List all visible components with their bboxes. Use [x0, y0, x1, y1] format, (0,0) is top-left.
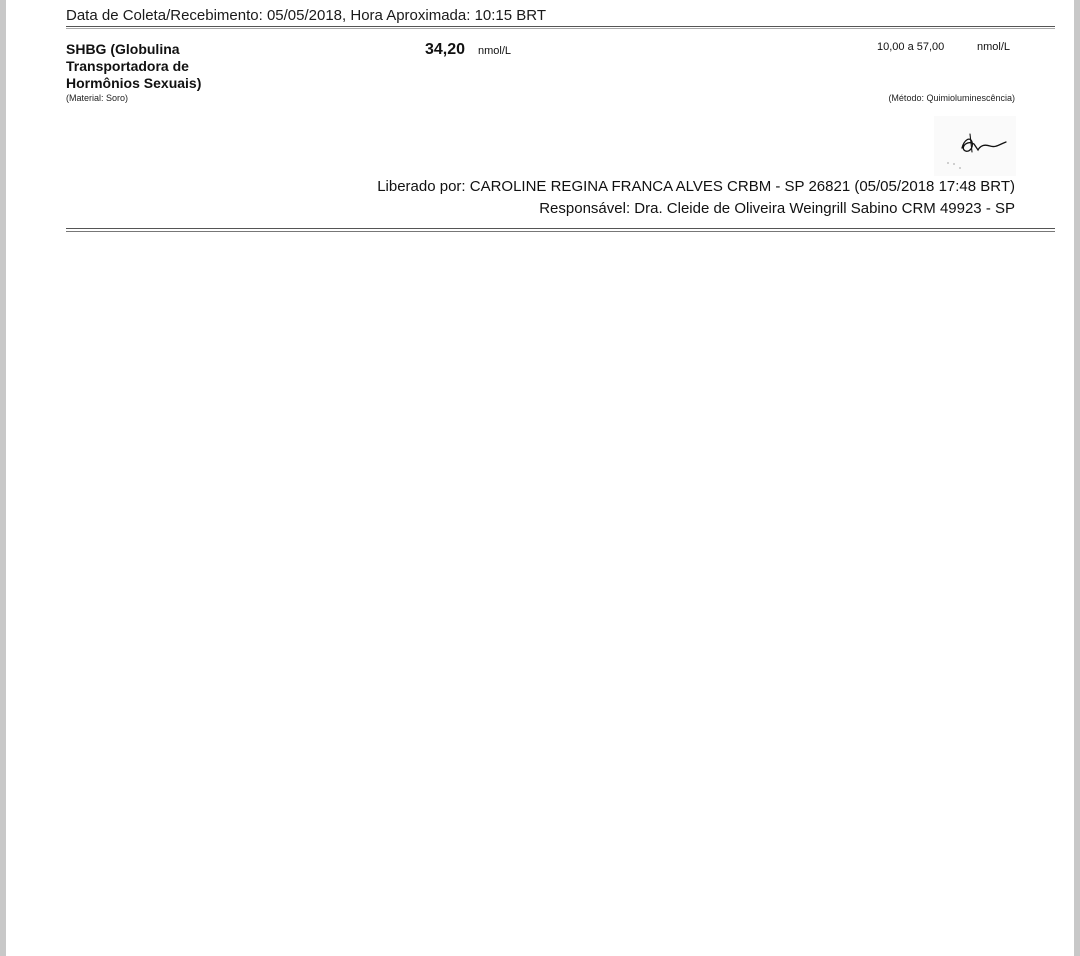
reference-unit: nmol/L	[977, 41, 1011, 53]
exam-material: (Material: Soro)	[66, 93, 129, 103]
signature-image	[934, 116, 1016, 176]
collection-date-line: Data de Coleta/Recebimento: 05/05/2018, Hora Aproximada: 10:15 BRT	[66, 7, 547, 24]
reference-range: 10,00 a 57,00	[877, 41, 945, 53]
result-unit: nmol/L	[478, 45, 512, 57]
footer-divider	[66, 228, 1055, 232]
header-divider	[66, 26, 1055, 29]
responsible-line: Responsável: Dra. Cleide de Oliveira Weingrill Sabino CRM 49923 - SP	[539, 200, 1015, 217]
released-by-line: Liberado por: CAROLINE REGINA FRANCA ALVES CRBM - SP 26821 (05/05/2018 17:48 BRT)	[377, 178, 1015, 195]
report-page	[6, 0, 1074, 956]
result-value: 34,20	[425, 41, 466, 58]
exam-method: (Método: Quimioluminescência)	[888, 93, 1015, 103]
signature-icon	[934, 116, 1016, 176]
exam-name: SHBG (Globulina Transportadora de Hormônios Sexuais)	[66, 41, 202, 91]
